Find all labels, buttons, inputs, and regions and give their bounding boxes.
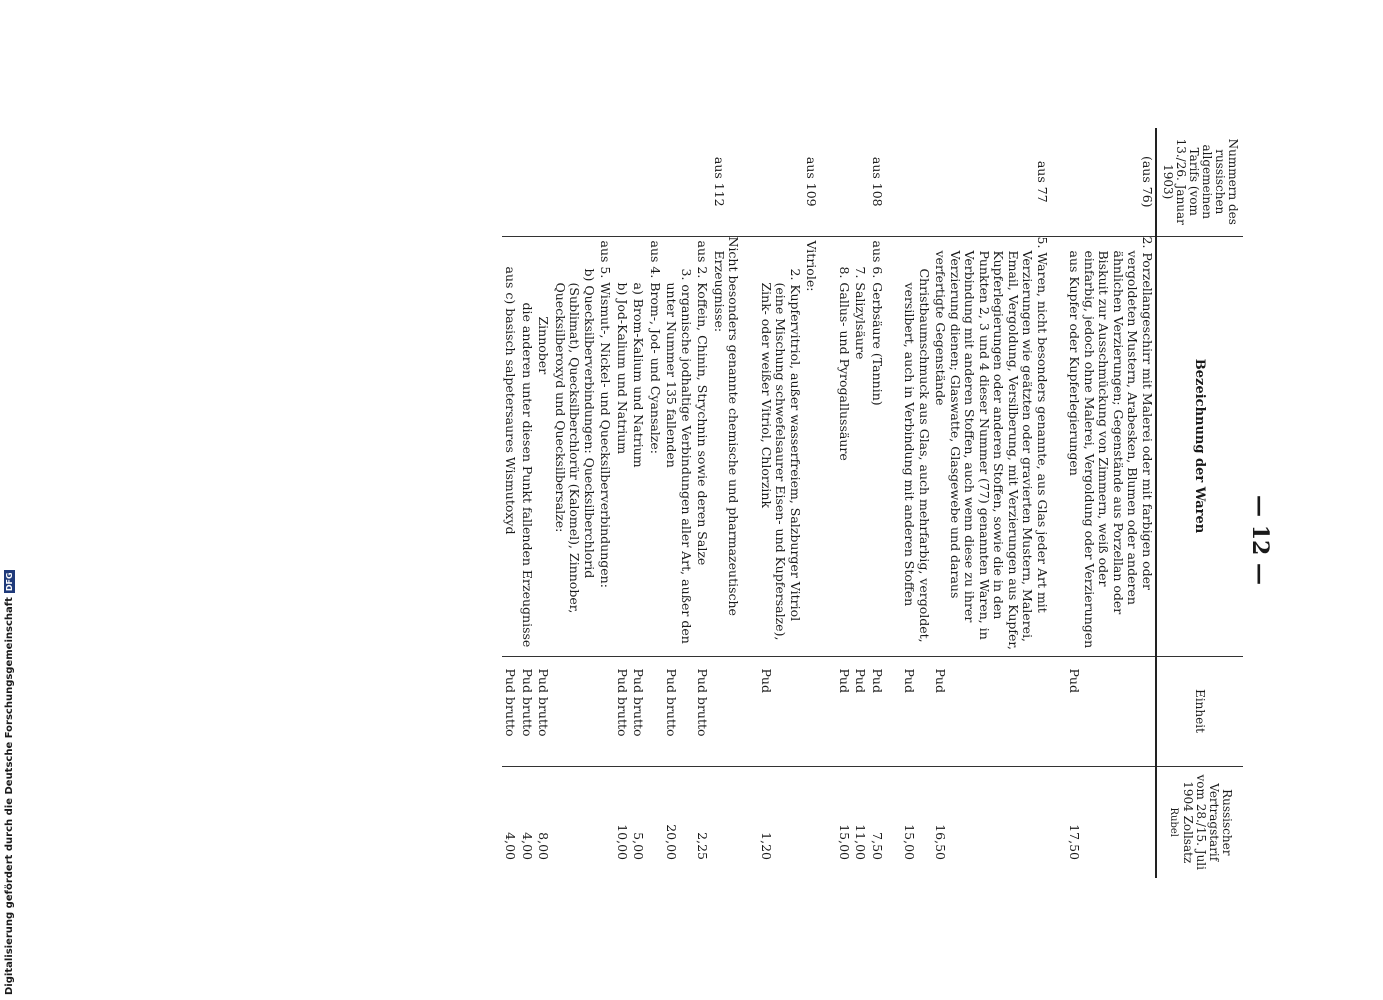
row-unit <box>647 656 664 766</box>
row-text: 5. Waren, nicht besonders genannte, aus Glas jeder Art mit Verzierungen wie geätzten oder gravierten Mustern, Malerei, Email, Vergoldung, Versilberung, mit Verzierungen aus Kupfer, Kupferlegierungen oder anderen Stoffen, sowie die in den Punkten 2, 3 und 4 dieser Nummer (77) genannten Waren, in Verbindung mit anderen Stoffen, auch wenn diese zu ihrer Verzierung dienen; Glaswatte, Glasgewebe und daraus verfertigte Gegenstände <box>932 236 1050 656</box>
digitization-credit <box>2 572 16 995</box>
row-num <box>901 128 932 236</box>
row-num <box>535 128 552 236</box>
row-text: Zinnober <box>535 236 552 656</box>
table-row <box>552 128 598 878</box>
row-unit <box>597 656 614 766</box>
row-duty: 15,00 <box>901 766 932 878</box>
row-duty <box>803 766 820 878</box>
row-text: aus 2. Koffein, Chinin, Strychnin sowie deren Salze <box>694 236 711 656</box>
row-unit: Pud brutto <box>663 656 694 766</box>
table-row <box>869 128 886 878</box>
row-duty: 4,00 <box>519 766 536 878</box>
row-duty <box>647 766 664 878</box>
row-text: 2. Kupfervitriol, außer wasserfreiem, Salzburger Vitriol (eine Mischung schwefelsaurer Eisen- und Kupfersalze), Zink- oder weißer Vitriol, Chlorzink <box>758 236 804 656</box>
table-row <box>852 128 869 878</box>
row-unit: Pud brutto <box>519 656 536 766</box>
table-row <box>758 128 804 878</box>
table-row <box>836 128 853 878</box>
row-duty: 16,50 <box>932 766 1050 878</box>
row-duty: 17,50 <box>1066 766 1156 878</box>
row-num <box>502 128 519 236</box>
row-duty: 11,00 <box>852 766 869 878</box>
table-row <box>694 128 711 878</box>
row-num: (aus 76) <box>1140 155 1155 208</box>
tariff-table <box>502 128 1243 878</box>
row-num <box>597 128 614 236</box>
row-text: aus 6. Gerbsäure (Tannin) <box>869 236 886 656</box>
row-duty: 10,00 <box>614 766 631 878</box>
row-duty <box>552 766 598 878</box>
row-duty: 7,50 <box>869 766 886 878</box>
table-row <box>519 128 536 878</box>
row-unit: Pud <box>758 656 804 766</box>
header-bezeichnung: Bezeichnung der Waren <box>1156 236 1243 656</box>
row-num <box>836 128 853 236</box>
row-num: aus 109 <box>804 156 820 207</box>
row-text: b) Jod-Kalium und Natrium <box>614 236 631 656</box>
row-text: aus c) basisch salpetersaures Wismutoxyd <box>502 236 519 656</box>
row-unit: Pud <box>901 656 932 766</box>
row-text: 7. Salizylsäure <box>852 236 869 656</box>
table-row <box>502 128 519 878</box>
row-duty: 1,20 <box>758 766 804 878</box>
row-text: aus 5. Wismut-, Nickel- und Quecksilberverbindungen: <box>597 236 614 656</box>
row-text: Christbaumschmuck aus Glas, auch mehrfarbig, vergoldet, versilbert, auch in Verbindung mit anderen Stoffen <box>901 236 932 656</box>
row-num: aus 77 <box>1035 160 1050 203</box>
table-row <box>932 128 1050 878</box>
row-unit: Pud <box>932 656 1050 766</box>
row-unit: Pud <box>869 656 886 766</box>
row-num <box>758 128 804 236</box>
row-duty: 2,25 <box>694 766 711 878</box>
row-num <box>663 128 694 236</box>
row-unit <box>803 656 820 766</box>
row-duty: 5,00 <box>630 766 647 878</box>
row-text: 8. Gallus- und Pyrogallussäure <box>836 236 853 656</box>
row-unit: Pud brutto <box>694 656 711 766</box>
row-duty: 15,00 <box>836 766 853 878</box>
row-duty: 8,00 <box>535 766 552 878</box>
header-nummern: Nummern des russischen allgemeinen Tarifs (vom 13./26. Januar 1903) <box>1156 128 1243 236</box>
row-text: a) Brom-Kalium und Natrium <box>630 236 647 656</box>
row-text: die anderen unter diesen Punkt fallenden Erzeugnisse <box>519 236 536 656</box>
row-unit: Pud brutto <box>630 656 647 766</box>
row-num <box>552 128 598 236</box>
row-num: aus 108 <box>870 156 885 207</box>
table-row <box>535 128 552 878</box>
row-text: Nicht besonders genannte chemische und pharmazeutische Erzeugnisse: <box>711 236 742 656</box>
row-num <box>694 128 711 236</box>
header-einheit: Einheit <box>1156 656 1243 766</box>
row-duty: 4,00 <box>502 766 519 878</box>
row-duty <box>711 766 742 878</box>
row-unit: Pud <box>852 656 869 766</box>
row-num: aus 112 <box>712 156 727 207</box>
row-unit <box>711 656 742 766</box>
header-zollsatz-text: Russischer Vertragstarif vom 28./15. Juli 1904 Zollsatz <box>1181 774 1234 870</box>
row-unit <box>552 656 598 766</box>
dfg-logo: DFG <box>4 572 14 592</box>
row-text: b) Quecksilberverbindungen: Quecksilberchlorid (Sublimat), Quecksilberchlorür (Kalomel), Zinnober, Quecksilberoxyd und Quecksilbersalze: <box>552 236 598 656</box>
table-row <box>1066 128 1156 878</box>
row-unit: Pud brutto <box>502 656 519 766</box>
table-row <box>663 128 694 878</box>
row-num <box>614 128 631 236</box>
row-text: 3. organische jodhaltige Verbindungen aller Art, außer den unter Nummer 135 fallenden <box>663 236 694 656</box>
table-row <box>614 128 631 878</box>
table-row <box>647 128 664 878</box>
page-number: — 12 — <box>1247 495 1273 585</box>
table-row <box>803 128 820 878</box>
row-unit: Pud brutto <box>614 656 631 766</box>
row-duty: 20,00 <box>663 766 694 878</box>
row-unit: Pud <box>836 656 853 766</box>
row-num <box>647 128 664 236</box>
row-duty <box>597 766 614 878</box>
table-row <box>711 128 742 878</box>
row-num <box>630 128 647 236</box>
table-row <box>597 128 614 878</box>
row-num <box>852 128 869 236</box>
row-unit: Pud brutto <box>535 656 552 766</box>
header-zollsatz <box>1156 766 1243 878</box>
row-unit: Pud <box>1066 656 1156 766</box>
row-text: aus 4. Brom-, Jod- und Cyansalze: <box>647 236 664 656</box>
row-text: 2. Porzellangeschirr mit Malerei oder mit farbigen oder vergoldeten Mustern, Arabesken, Blumen oder anderen ähnlichen Verzierungen; Gegenstände aus Porzellan oder Biskuit zur Ausschmückung von Zimmern, weiß oder einfarbig, jedoch ohne Malerei, Vergoldung oder Verzierungen aus Kupfer oder Kupferlegierungen <box>1066 236 1156 656</box>
row-num <box>519 128 536 236</box>
table-row <box>901 128 932 878</box>
table-header-row <box>1156 128 1243 878</box>
table-row <box>630 128 647 878</box>
header-zollsatz-unit: Rubel <box>1168 807 1179 837</box>
row-text: Vitriole: <box>803 236 820 656</box>
credit-text: Digitalisierung gefördert durch die Deutsche Forschungsgemeinschaft <box>3 597 15 995</box>
